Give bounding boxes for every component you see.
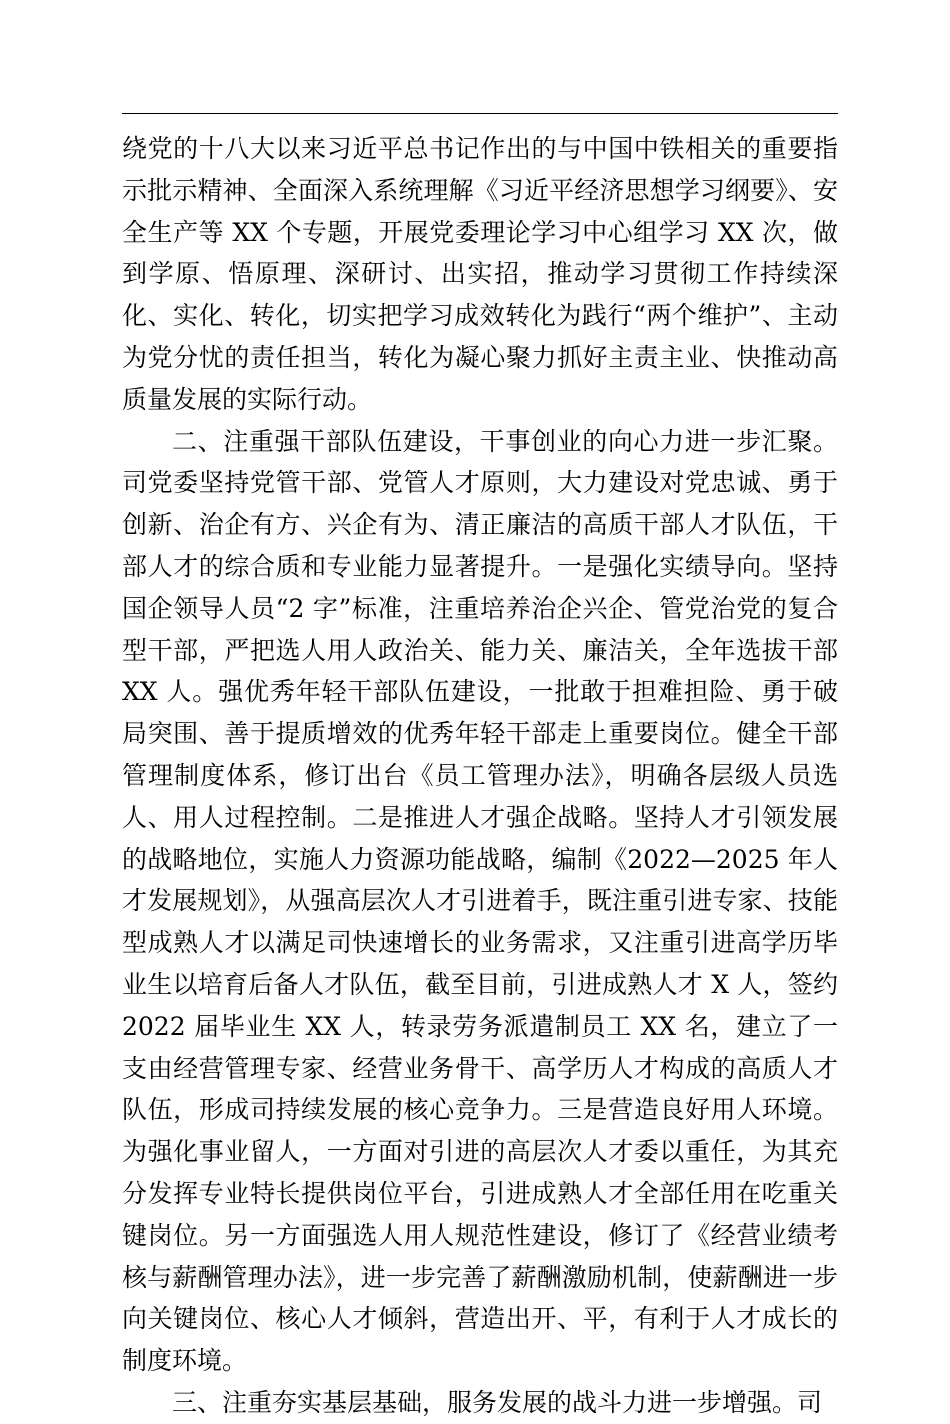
paragraph-section-two: 二、注重强干部队伍建设，干事创业的向心力进一步汇聚。司党委坚持党管干部、党管人才原则，大力建设对党忠诚、勇于创新、治企有方、兴企有为、清正廉洁的高质干部人才队伍，干部人才的综合质和专业能力显著提升。一是强化实绩导向。坚持国企领导人员“2 字”标准，注重培养治企兴企、管党治党的复合型干部，严把选人用人政治关、能力关、廉洁关，全年选拔干部 XX 人。强优秀年轻干部队伍建设，一批敢于担难担险、勇于破局突围、善于提质增效的优秀年轻干部走上重要岗位。健全干部管理制度体系，修订出台《员工管理办法》，明确各层级人员选人、用人过程控制。二是推进人才强企战略。坚持人才引领发展的战略地位，实施人力资源功能战略，编制《2022—2025 年人才发展规划》，从强高层次人才引进着手，既注重引进专家、技能型成熟人才以满足司快速增长的业务需求，又注重引进高学历毕业生以培育后备人才队伍，截至目前，引进成熟人才 X 人，签约 2022 届毕业生 XX 人，转录劳务派遣制员工 XX 名，建立了一支由经营管理专家、经营业务骨干、高学历人才构成的高质人才队伍，形成司持续发展的核心竞争力。三是营造良好用人环境。为强化事业留人，一方面对引进的高层次人才委以重任，为其充分发挥专业特长提供岗位平台，引进成熟人才全部任用在吃重关键岗位。另一方面强选人用人规范性建设，修订了《经营业绩考核与薪酬管理办法》，进一步完善了薪酬激励机制，使薪酬进一步向关键岗位、核心人才倾斜，营造出开、平，有利于人才成长的制度环境。 <box>122 426 838 1376</box>
document-body <box>122 128 838 1424</box>
paragraph-continuation: 绕党的十八大以来习近平总书记作出的与中国中铁相关的重要指示批示精神、全面深入系统理解《习近平经济思想学习纲要》、安全生产等 XX 个专题，开展党委理论学习中心组学习 XX 次，做到学原、悟原理、深研讨、出实招，推动学习贯彻工作持续深化、实化、转化，切实把学习成效转化为践行“两个维护”、主动为党分忧的责任担当，转化为凝心聚力抓好主责主业、快推动高质量发展的实际行动。 <box>122 134 838 414</box>
header-rule <box>122 113 838 114</box>
paragraph-section-three: 三、注重夯实基层基础，服务发展的战斗力进一步增强。司 <box>172 1387 823 1417</box>
